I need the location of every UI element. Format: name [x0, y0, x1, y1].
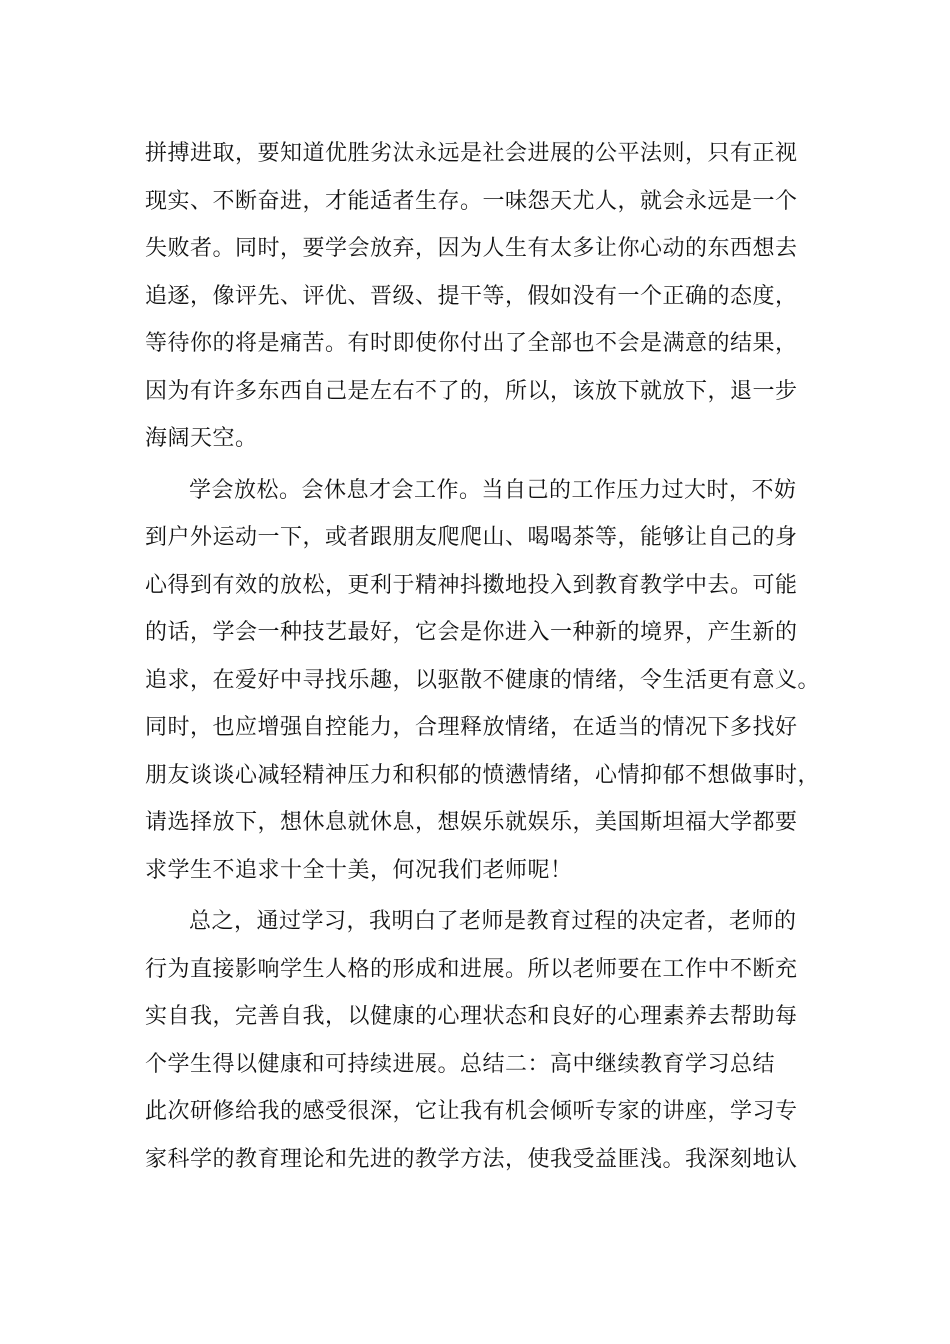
text-line: 总之，通过学习，我明白了老师是教育过程的决定者，老师的	[189, 909, 797, 934]
text-line: 等待你的将是痛苦。有时即使你付出了全部也不会是满意的结果，	[145, 331, 798, 356]
document-body	[145, 130, 825, 1183]
text-line: 心得到有效的放松，更利于精神抖擞地投入到教育教学中去。可能	[145, 572, 798, 598]
text-line: 因为有许多东西自己是左右不了的，所以，该放下就放下，退一步	[145, 378, 798, 404]
paragraph	[145, 467, 825, 895]
paragraph	[145, 898, 825, 1183]
text-line: 家科学的教育理论和先进的教学方法，使我受益匪浅。我深刻地认	[145, 1146, 798, 1172]
text-line: 到户外运动一下，或者跟朋友爬爬山、喝喝茶等，能够让自己的身	[145, 525, 798, 550]
text-line: 的话，学会一种技艺最好，它会是你进入一种新的境界，产生新的	[145, 620, 798, 645]
text-line: 追求，在爱好中寻找乐趣，以驱散不健康的情绪，令生活更有意义。	[145, 667, 821, 693]
text-line: 朋友谈谈心减轻精神压力和积郁的愤懑情绪，心情抑郁不想做事时，	[145, 762, 821, 788]
text-line: 海阔天空。	[145, 426, 258, 451]
text-line: 请选择放下，想休息就休息，想娱乐就娱乐，美国斯坦福大学都要	[145, 810, 798, 835]
paragraph	[145, 130, 825, 463]
text-line: 个学生得以健康和可持续进展。总结二：高中继续教育学习总结	[145, 1051, 776, 1077]
text-line: 现实、不断奋进，才能适者生存。一味怨天尤人，就会永远是一个	[145, 188, 798, 214]
text-line: 行为直接影响学生人格的形成和进展。所以老师要在工作中不断充	[145, 956, 798, 982]
text-line: 求学生不追求十全十美，何况我们老师呢！	[145, 857, 573, 883]
text-line: 追逐，像评先、评优、晋级、提干等，假如没有一个正确的态度，	[145, 283, 798, 309]
text-line: 拼搏进取，要知道优胜劣汰永远是社会进展的公平法则，只有正视	[145, 141, 798, 166]
text-line: 实自我，完善自我，以健康的心理状态和良好的心理素养去帮助每	[145, 1004, 798, 1029]
text-line: 此次研修给我的感受很深，它让我有机会倾听专家的讲座，学习专	[145, 1099, 798, 1124]
text-line: 失败者。同时，要学会放弃，因为人生有太多让你心动的东西想去	[145, 236, 798, 261]
text-line: 同时，也应增强自控能力，合理释放情绪，在适当的情况下多找好	[145, 715, 798, 740]
text-line: 学会放松。会休息才会工作。当自己的工作压力过大时，不妨	[189, 477, 797, 503]
